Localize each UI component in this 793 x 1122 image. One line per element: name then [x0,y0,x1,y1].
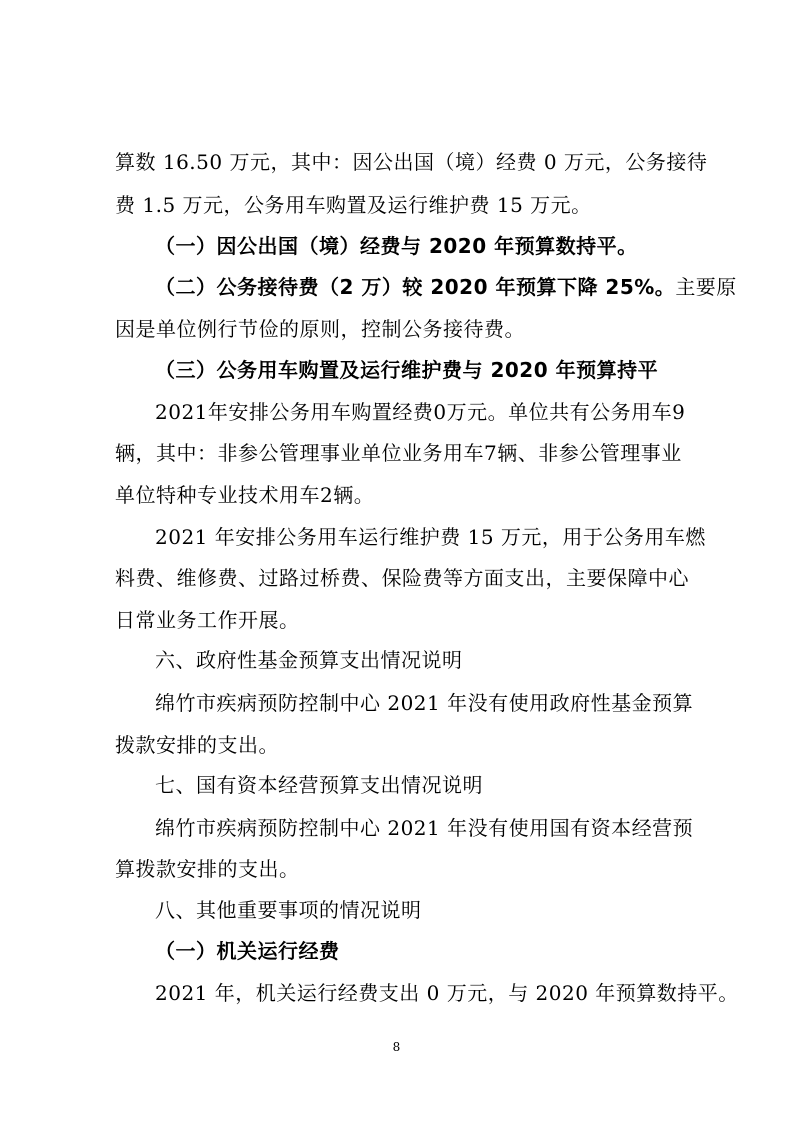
paragraph-line: 辆，其中：非参公管理事业单位业务用车7辆、非参公管理事业 [115,441,682,465]
paragraph-line: 单位特种专业技术用车2辆。 [115,483,375,507]
paragraph-line: 算数 16.50 万元，其中：因公出国（境）经费 0 万元，公务接待 [115,150,708,174]
subheading-vehicle-expenses: （三）公务用车购置及运行维护费与 2020 年预算持平 [155,358,659,382]
paragraph-line: 因是单位例行节俭的原则，控制公务接待费。 [115,317,525,341]
paragraph-text: 主要原 [675,275,737,299]
paragraph-line: 日常业务工作开展。 [115,608,300,632]
paragraph-line: 绵竹市疾病预防控制中心 2021 年没有使用政府性基金预算 [155,691,694,715]
subheading-reception-line [155,275,735,299]
paragraph-line: 料费、维修费、过路过桥费、保险费等方面支出，主要保障中心 [115,566,689,590]
subheading-outbound-expenses: （一）因公出国（境）经费与 2020 年预算数持平。 [155,234,638,258]
page-number: 8 [392,1040,401,1054]
paragraph-line: 2021 年，机关运行经费支出 0 万元，与 2020 年预算数持平。 [155,981,739,1005]
section-heading-government-funds: 六、政府性基金预算支出情况说明 [155,648,463,672]
paragraph-line: 2021年安排公务用车购置经费0万元。单位共有公务用车9 [155,400,686,424]
paragraph-line: 费 1.5 万元，公务用车购置及运行维护费 15 万元。 [115,193,592,217]
section-heading-state-capital: 七、国有资本经营预算支出情况说明 [155,773,483,797]
paragraph-line: 拨款安排的支出。 [115,733,279,757]
section-heading-other-matters: 八、其他重要事项的情况说明 [155,898,422,922]
subheading-reception-expenses: （二）公务接待费（2 万）较 2020 年预算下降 25%。 [155,275,676,299]
paragraph-line: 绵竹市疾病预防控制中心 2021 年没有使用国有资本经营预 [155,816,694,840]
subheading-operating-expenses: （一）机关运行经费 [155,939,340,963]
paragraph-line: 2021 年安排公务用车运行维护费 15 万元，用于公务用车燃 [155,525,706,549]
paragraph-line: 算拨款安排的支出。 [115,857,300,881]
